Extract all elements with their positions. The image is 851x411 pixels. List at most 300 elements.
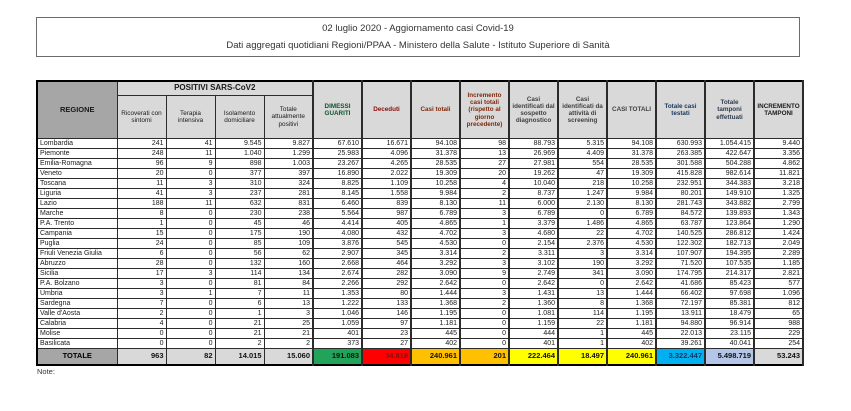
cell-casi-sospetto-diagnostico: 88.793 <box>509 139 558 149</box>
table-row <box>37 239 803 249</box>
cell-incremento-tamponi: 1.185 <box>754 259 803 269</box>
cell-terapia-intensiva: 1 <box>166 289 215 299</box>
totale-cell-casi-totali: 240.961 <box>411 349 460 366</box>
cell-casi-sospetto-diagnostico: 8.737 <box>509 189 558 199</box>
region-name: Puglia <box>37 239 117 249</box>
cell-incremento-casi-totali: 98 <box>460 139 509 149</box>
cell-casi-totali-2: 1.368 <box>607 299 656 309</box>
cell-casi-screening: 1 <box>558 329 607 339</box>
region-name: Liguria <box>37 189 117 199</box>
cell-totale-casi-testati: 84.572 <box>656 209 705 219</box>
cell-dimessi-guariti: 5.564 <box>313 209 362 219</box>
cell-totale-casi-testati: 41.686 <box>656 279 705 289</box>
cell-totale-attualmente-positivi: 2 <box>264 339 313 349</box>
cell-incremento-tamponi: 1.424 <box>754 229 803 239</box>
cell-totale-attualmente-positivi: 281 <box>264 189 313 199</box>
cell-totale-attualmente-positivi: 46 <box>264 219 313 229</box>
cell-totale-attualmente-positivi: 1.003 <box>264 159 313 169</box>
cell-isolamento-domiciliare: 6 <box>215 299 264 309</box>
cell-totale-attualmente-positivi: 109 <box>264 239 313 249</box>
cell-totale-casi-testati: 63.787 <box>656 219 705 229</box>
cell-incremento-casi-totali: 0 <box>460 329 509 339</box>
region-name: Sardegna <box>37 299 117 309</box>
cell-terapia-intensiva: 41 <box>166 139 215 149</box>
cell-casi-totali: 28.535 <box>411 159 460 169</box>
region-name: Lazio <box>37 199 117 209</box>
region-name: Valle d'Aosta <box>37 309 117 319</box>
cell-terapia-intensiva: 0 <box>166 229 215 239</box>
cell-incremento-casi-totali: 3 <box>460 229 509 239</box>
totale-cell-dimessi-guariti: 191.083 <box>313 349 362 366</box>
cell-incremento-tamponi: 2.049 <box>754 239 803 249</box>
cell-dimessi-guariti: 2.668 <box>313 259 362 269</box>
cell-casi-totali: 31.378 <box>411 149 460 159</box>
region-name: Abruzzo <box>37 259 117 269</box>
cell-isolamento-domiciliare: 21 <box>215 319 264 329</box>
totale-cell-incremento-casi-totali: 201 <box>460 349 509 366</box>
cell-casi-totali: 1.181 <box>411 319 460 329</box>
cell-deceduti: 97 <box>362 319 411 329</box>
cell-casi-sospetto-diagnostico: 3.311 <box>509 249 558 259</box>
cell-dimessi-guariti: 67.610 <box>313 139 362 149</box>
totale-cell-totale-tamponi: 5.498.719 <box>705 349 754 366</box>
cell-totale-tamponi: 40.041 <box>705 339 754 349</box>
cell-totale-tamponi: 139.893 <box>705 209 754 219</box>
cell-casi-screening: 22 <box>558 319 607 329</box>
cell-totale-casi-testati: 415.828 <box>656 169 705 179</box>
cell-totale-attualmente-positivi: 25 <box>264 319 313 329</box>
region-name: Molise <box>37 329 117 339</box>
cell-ricoverati-con-sintomi: 96 <box>117 159 166 169</box>
cell-deceduti: 1.558 <box>362 189 411 199</box>
cell-incremento-tamponi: 65 <box>754 309 803 319</box>
cell-dimessi-guariti: 401 <box>313 329 362 339</box>
cell-casi-totali: 94.108 <box>411 139 460 149</box>
cell-incremento-casi-totali: 4 <box>460 179 509 189</box>
cell-deceduti: 282 <box>362 269 411 279</box>
cell-deceduti: 292 <box>362 279 411 289</box>
covid-data-table <box>36 80 804 366</box>
cell-isolamento-domiciliare: 114 <box>215 269 264 279</box>
cell-incremento-tamponi: 1.096 <box>754 289 803 299</box>
cell-ricoverati-con-sintomi: 8 <box>117 209 166 219</box>
cell-casi-screening: 2.130 <box>558 199 607 209</box>
cell-dimessi-guariti: 373 <box>313 339 362 349</box>
totale-cell-deceduti: 34.818 <box>362 349 411 366</box>
cell-totale-tamponi: 504.288 <box>705 159 754 169</box>
cell-casi-sospetto-diagnostico: 10.040 <box>509 179 558 189</box>
cell-dimessi-guariti: 1.222 <box>313 299 362 309</box>
cell-incremento-tamponi: 1.290 <box>754 219 803 229</box>
cell-incremento-tamponi: 2.821 <box>754 269 803 279</box>
cell-casi-totali: 1.444 <box>411 289 460 299</box>
cell-totale-attualmente-positivi: 13 <box>264 299 313 309</box>
cell-totale-attualmente-positivi: 831 <box>264 199 313 209</box>
cell-terapia-intensiva: 9 <box>166 159 215 169</box>
cell-totale-tamponi: 85.423 <box>705 279 754 289</box>
cell-totale-tamponi: 182.713 <box>705 239 754 249</box>
cell-incremento-tamponi: 3.356 <box>754 149 803 159</box>
cell-terapia-intensiva: 3 <box>166 269 215 279</box>
cell-casi-sospetto-diagnostico: 27.981 <box>509 159 558 169</box>
cell-incremento-casi-totali: 20 <box>460 169 509 179</box>
cell-casi-totali-2: 10.258 <box>607 179 656 189</box>
cell-totale-tamponi: 1.054.415 <box>705 139 754 149</box>
header-row-group <box>37 81 803 96</box>
cell-casi-totali: 19.309 <box>411 169 460 179</box>
cell-casi-sospetto-diagnostico: 1.159 <box>509 319 558 329</box>
cell-totale-attualmente-positivi: 238 <box>264 209 313 219</box>
cell-totale-attualmente-positivi: 397 <box>264 169 313 179</box>
cell-casi-totali-2: 8.130 <box>607 199 656 209</box>
cell-totale-tamponi: 214.317 <box>705 269 754 279</box>
cell-dimessi-guariti: 23.267 <box>313 159 362 169</box>
cell-casi-sospetto-diagnostico: 2.642 <box>509 279 558 289</box>
col-header-deceduti: Deceduti <box>362 81 411 139</box>
cell-totale-attualmente-positivi: 62 <box>264 249 313 259</box>
cell-isolamento-domiciliare: 237 <box>215 189 264 199</box>
cell-incremento-tamponi: 229 <box>754 329 803 339</box>
cell-deceduti: 80 <box>362 289 411 299</box>
cell-casi-screening: 4.409 <box>558 149 607 159</box>
cell-totale-tamponi: 123.864 <box>705 219 754 229</box>
cell-ricoverati-con-sintomi: 2 <box>117 309 166 319</box>
cell-terapia-intensiva: 3 <box>166 179 215 189</box>
cell-totale-casi-testati: 71.520 <box>656 259 705 269</box>
cell-isolamento-domiciliare: 81 <box>215 279 264 289</box>
cell-casi-totali: 1.368 <box>411 299 460 309</box>
cell-casi-totali-2: 2.642 <box>607 279 656 289</box>
cell-ricoverati-con-sintomi: 17 <box>117 269 166 279</box>
cell-casi-totali: 9.984 <box>411 189 460 199</box>
cell-incremento-casi-totali: 0 <box>460 239 509 249</box>
cell-incremento-tamponi: 577 <box>754 279 803 289</box>
cell-isolamento-domiciliare: 56 <box>215 249 264 259</box>
col-header-ricoverati: Ricoverati con sintomi <box>117 96 166 139</box>
cell-isolamento-domiciliare: 377 <box>215 169 264 179</box>
table-row <box>37 189 803 199</box>
cell-totale-attualmente-positivi: 9.827 <box>264 139 313 149</box>
table-row <box>37 329 803 339</box>
cell-incremento-casi-totali: 27 <box>460 159 509 169</box>
col-header-regione: REGIONE <box>37 81 117 139</box>
cell-incremento-casi-totali: 13 <box>460 149 509 159</box>
cell-terapia-intensiva: 0 <box>166 279 215 289</box>
cell-deceduti: 839 <box>362 199 411 209</box>
cell-dimessi-guariti: 3.876 <box>313 239 362 249</box>
cell-totale-tamponi: 23.115 <box>705 329 754 339</box>
cell-casi-totali-2: 19.309 <box>607 169 656 179</box>
region-name: Campania <box>37 229 117 239</box>
cell-incremento-casi-totali: 0 <box>460 309 509 319</box>
cell-casi-screening: 13 <box>558 289 607 299</box>
cell-totale-casi-testati: 39.261 <box>656 339 705 349</box>
cell-dimessi-guariti: 2.674 <box>313 269 362 279</box>
region-name: Toscana <box>37 179 117 189</box>
cell-totale-casi-testati: 66.402 <box>656 289 705 299</box>
cell-casi-totali: 4.530 <box>411 239 460 249</box>
cell-dimessi-guariti: 4.414 <box>313 219 362 229</box>
cell-deceduti: 27 <box>362 339 411 349</box>
cell-dimessi-guariti: 1.353 <box>313 289 362 299</box>
cell-casi-screening: 47 <box>558 169 607 179</box>
cell-casi-sospetto-diagnostico: 4.680 <box>509 229 558 239</box>
table-row <box>37 139 803 149</box>
cell-dimessi-guariti: 4.080 <box>313 229 362 239</box>
cell-incremento-casi-totali: 3 <box>460 289 509 299</box>
cell-ricoverati-con-sintomi: 188 <box>117 199 166 209</box>
cell-casi-screening: 1.486 <box>558 219 607 229</box>
cell-dimessi-guariti: 8.145 <box>313 189 362 199</box>
region-name: Calabria <box>37 319 117 329</box>
cell-casi-sospetto-diagnostico: 2.749 <box>509 269 558 279</box>
cell-isolamento-domiciliare: 2 <box>215 339 264 349</box>
cell-totale-attualmente-positivi: 84 <box>264 279 313 289</box>
cell-dimessi-guariti: 16.890 <box>313 169 362 179</box>
cell-ricoverati-con-sintomi: 4 <box>117 319 166 329</box>
cell-totale-tamponi: 18.479 <box>705 309 754 319</box>
cell-deceduti: 146 <box>362 309 411 319</box>
table-row <box>37 259 803 269</box>
cell-casi-screening: 190 <box>558 259 607 269</box>
table-row <box>37 289 803 299</box>
table-row <box>37 249 803 259</box>
cell-isolamento-domiciliare: 898 <box>215 159 264 169</box>
table-row <box>37 299 803 309</box>
cell-totale-casi-testati: 13.911 <box>656 309 705 319</box>
cell-deceduti: 4.096 <box>362 149 411 159</box>
cell-casi-sospetto-diagnostico: 19.262 <box>509 169 558 179</box>
cell-casi-totali: 1.195 <box>411 309 460 319</box>
cell-casi-screening: 341 <box>558 269 607 279</box>
cell-totale-tamponi: 194.395 <box>705 249 754 259</box>
cell-isolamento-domiciliare: 230 <box>215 209 264 219</box>
cell-totale-tamponi: 286.812 <box>705 229 754 239</box>
cell-totale-attualmente-positivi: 1.299 <box>264 149 313 159</box>
cell-totale-attualmente-positivi: 160 <box>264 259 313 269</box>
cell-deceduti: 4.265 <box>362 159 411 169</box>
report-title-box <box>36 17 800 57</box>
cell-incremento-tamponi: 4.862 <box>754 159 803 169</box>
cell-deceduti: 432 <box>362 229 411 239</box>
cell-incremento-tamponi: 812 <box>754 299 803 309</box>
cell-totale-casi-testati: 140.525 <box>656 229 705 239</box>
cell-incremento-casi-totali: 11 <box>460 199 509 209</box>
totale-row <box>37 349 803 366</box>
cell-incremento-casi-totali: 0 <box>460 339 509 349</box>
cell-casi-totali: 402 <box>411 339 460 349</box>
totale-label: TOTALE <box>37 349 117 366</box>
cell-casi-totali-2: 4.702 <box>607 229 656 239</box>
cell-casi-totali-2: 4.865 <box>607 219 656 229</box>
cell-ricoverati-con-sintomi: 6 <box>117 249 166 259</box>
cell-totale-attualmente-positivi: 11 <box>264 289 313 299</box>
cell-isolamento-domiciliare: 7 <box>215 289 264 299</box>
col-header-casi-totali: Casi totali <box>411 81 460 139</box>
cell-isolamento-domiciliare: 1.040 <box>215 149 264 159</box>
table-row <box>37 149 803 159</box>
totale-cell-totale-casi-testati: 3.322.447 <box>656 349 705 366</box>
cell-totale-casi-testati: 72.197 <box>656 299 705 309</box>
cell-totale-casi-testati: 281.743 <box>656 199 705 209</box>
table-row <box>37 229 803 239</box>
cell-totale-casi-testati: 22.013 <box>656 329 705 339</box>
cell-terapia-intensiva: 11 <box>166 199 215 209</box>
cell-casi-sospetto-diagnostico: 26.969 <box>509 149 558 159</box>
cell-isolamento-domiciliare: 9.545 <box>215 139 264 149</box>
cell-incremento-tamponi: 2.799 <box>754 199 803 209</box>
cell-isolamento-domiciliare: 85 <box>215 239 264 249</box>
cell-deceduti: 2.022 <box>362 169 411 179</box>
cell-ricoverati-con-sintomi: 3 <box>117 289 166 299</box>
cell-casi-totali-2: 31.378 <box>607 149 656 159</box>
cell-casi-totali-2: 6.789 <box>607 209 656 219</box>
cell-terapia-intensiva: 0 <box>166 259 215 269</box>
cell-totale-tamponi: 149.910 <box>705 189 754 199</box>
cell-totale-casi-testati: 94.880 <box>656 319 705 329</box>
cell-deceduti: 23 <box>362 329 411 339</box>
cell-ricoverati-con-sintomi: 24 <box>117 239 166 249</box>
region-name: Umbria <box>37 289 117 299</box>
col-header-positivi-group: POSITIVI SARS-CoV2 <box>117 81 313 96</box>
cell-ricoverati-con-sintomi: 1 <box>117 219 166 229</box>
cell-totale-tamponi: 97.698 <box>705 289 754 299</box>
cell-deceduti: 1.109 <box>362 179 411 189</box>
table-body <box>37 139 803 349</box>
cell-isolamento-domiciliare: 132 <box>215 259 264 269</box>
cell-isolamento-domiciliare: 1 <box>215 309 264 319</box>
cell-incremento-tamponi: 1.325 <box>754 189 803 199</box>
cell-totale-attualmente-positivi: 134 <box>264 269 313 279</box>
col-header-terapia-intensiva: Terapia intensiva <box>166 96 215 139</box>
region-name: Sicilia <box>37 269 117 279</box>
cell-incremento-casi-totali: 3 <box>460 259 509 269</box>
cell-terapia-intensiva: 3 <box>166 189 215 199</box>
cell-casi-sospetto-diagnostico: 3.379 <box>509 219 558 229</box>
cell-dimessi-guariti: 1.046 <box>313 309 362 319</box>
cell-casi-totali-2: 9.984 <box>607 189 656 199</box>
cell-casi-screening: 22 <box>558 229 607 239</box>
cell-casi-totali-2: 28.535 <box>607 159 656 169</box>
cell-incremento-casi-totali: 0 <box>460 319 509 329</box>
table-row <box>37 199 803 209</box>
cell-isolamento-domiciliare: 45 <box>215 219 264 229</box>
cell-casi-sospetto-diagnostico: 2.154 <box>509 239 558 249</box>
cell-dimessi-guariti: 8.825 <box>313 179 362 189</box>
cell-dimessi-guariti: 6.460 <box>313 199 362 209</box>
totale-cell-ricoverati-con-sintomi: 963 <box>117 349 166 366</box>
cell-casi-screening: 8 <box>558 299 607 309</box>
cell-totale-tamponi: 344.383 <box>705 179 754 189</box>
cell-ricoverati-con-sintomi: 20 <box>117 169 166 179</box>
cell-deceduti: 16.671 <box>362 139 411 149</box>
cell-totale-tamponi: 85.381 <box>705 299 754 309</box>
table-row <box>37 159 803 169</box>
cell-totale-casi-testati: 630.993 <box>656 139 705 149</box>
table-row <box>37 269 803 279</box>
col-header-casi-screening: Casi identificati da attività di screening <box>558 81 607 139</box>
cell-terapia-intensiva: 0 <box>166 169 215 179</box>
cell-casi-sospetto-diagnostico: 6.000 <box>509 199 558 209</box>
cell-casi-screening: 1 <box>558 339 607 349</box>
cell-isolamento-domiciliare: 21 <box>215 329 264 339</box>
cell-incremento-casi-totali: 2 <box>460 189 509 199</box>
cell-terapia-intensiva: 0 <box>166 299 215 309</box>
cell-ricoverati-con-sintomi: 0 <box>117 329 166 339</box>
region-name: Friuli Venezia Giulia <box>37 249 117 259</box>
totale-cell-incremento-tamponi: 53.243 <box>754 349 803 366</box>
cell-casi-sospetto-diagnostico: 401 <box>509 339 558 349</box>
cell-totale-tamponi: 96.914 <box>705 319 754 329</box>
cell-casi-screening: 114 <box>558 309 607 319</box>
table-row <box>37 339 803 349</box>
cell-casi-sospetto-diagnostico: 1.081 <box>509 309 558 319</box>
cell-ricoverati-con-sintomi: 28 <box>117 259 166 269</box>
cell-deceduti: 987 <box>362 209 411 219</box>
col-header-dimessi-guariti: DIMESSI GUARITI <box>313 81 362 139</box>
cell-casi-totali: 8.130 <box>411 199 460 209</box>
cell-incremento-tamponi: 9.440 <box>754 139 803 149</box>
col-header-incremento-tamponi: INCREMENTO TAMPONI <box>754 81 803 139</box>
cell-casi-totali: 3.314 <box>411 249 460 259</box>
cell-terapia-intensiva: 0 <box>166 309 215 319</box>
table-row <box>37 319 803 329</box>
col-header-isolamento: Isolamento domiciliare <box>215 96 264 139</box>
cell-incremento-tamponi: 3.218 <box>754 179 803 189</box>
cell-deceduti: 345 <box>362 249 411 259</box>
table-row <box>37 309 803 319</box>
table-row <box>37 219 803 229</box>
cell-casi-totali-2: 3.090 <box>607 269 656 279</box>
col-header-tamponi: Totale tamponi effettuati <box>705 81 754 139</box>
cell-casi-screening: 0 <box>558 209 607 219</box>
cell-ricoverati-con-sintomi: 3 <box>117 279 166 289</box>
region-name: Basilicata <box>37 339 117 349</box>
cell-ricoverati-con-sintomi: 15 <box>117 229 166 239</box>
report-title-line2: Dati aggregati quotidiani Regioni/PPAA - Ministero della Salute - Istituto Superiore di Sanità <box>226 39 610 51</box>
report-title-line1: 02 luglio 2020 - Aggiornamento casi Covid-19 <box>322 23 514 35</box>
cell-terapia-intensiva: 0 <box>166 219 215 229</box>
totale-cell-isolamento-domiciliare: 14.015 <box>215 349 264 366</box>
cell-terapia-intensiva: 0 <box>166 239 215 249</box>
col-header-incremento-casi: Incremento casi totali (rispetto al giorno precedente) <box>460 81 509 139</box>
cell-terapia-intensiva: 0 <box>166 249 215 259</box>
cell-terapia-intensiva: 0 <box>166 209 215 219</box>
cell-deceduti: 405 <box>362 219 411 229</box>
cell-incremento-casi-totali: 2 <box>460 249 509 259</box>
cell-incremento-tamponi: 988 <box>754 319 803 329</box>
cell-casi-screening: 3 <box>558 249 607 259</box>
cell-terapia-intensiva: 0 <box>166 329 215 339</box>
col-header-casi-sospetto: Casi identificati dal sospetto diagnostico <box>509 81 558 139</box>
cell-casi-screening: 218 <box>558 179 607 189</box>
cell-casi-totali-2: 3.314 <box>607 249 656 259</box>
cell-casi-totali: 10.258 <box>411 179 460 189</box>
cell-totale-tamponi: 982.614 <box>705 169 754 179</box>
cell-incremento-casi-totali: 3 <box>460 209 509 219</box>
table-row <box>37 169 803 179</box>
cell-casi-totali-2: 402 <box>607 339 656 349</box>
region-name: Emilia-Romagna <box>37 159 117 169</box>
table-row <box>37 179 803 189</box>
cell-incremento-casi-totali: 9 <box>460 269 509 279</box>
cell-casi-sospetto-diagnostico: 1.360 <box>509 299 558 309</box>
totale-cell-casi-totali-2: 240.961 <box>607 349 656 366</box>
cell-casi-totali: 4.865 <box>411 219 460 229</box>
region-name: Marche <box>37 209 117 219</box>
cell-casi-screening: 554 <box>558 159 607 169</box>
cell-casi-totali: 445 <box>411 329 460 339</box>
